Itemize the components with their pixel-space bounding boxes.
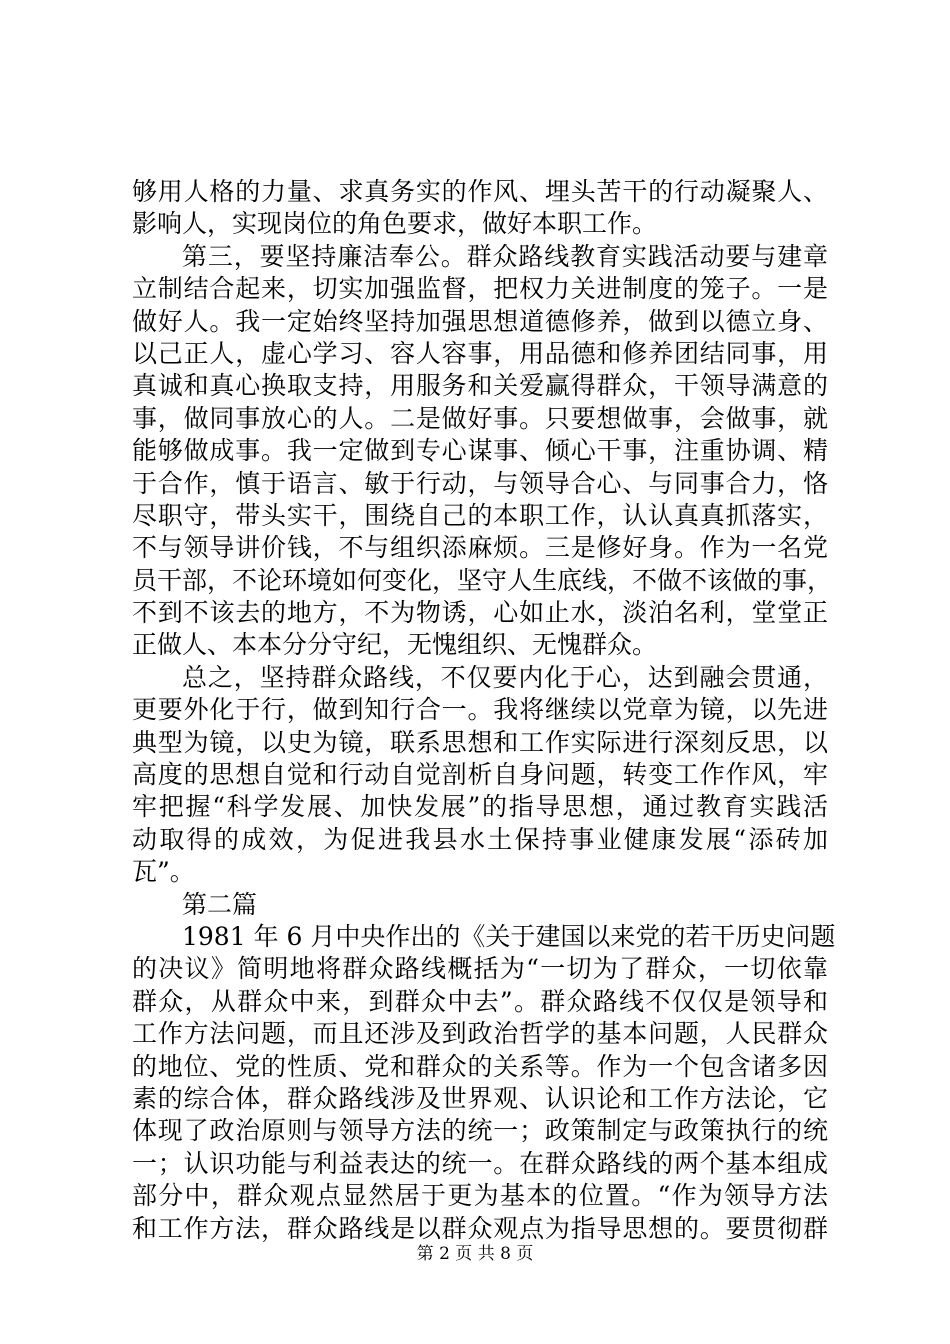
section-heading: 第二篇 (182, 889, 258, 919)
text-line: 素的综合体，群众路线涉及世界观、认识论和工作方法论，它 (132, 1083, 828, 1113)
text-line: 尽职守，带头实干，围绕自己的本职工作，认认真真抓落实， (132, 500, 828, 530)
page-number-footer: 第 2 页 共 8 页 (416, 1244, 534, 1264)
text-line: 工作方法问题，而且还涉及到政治哲学的基本问题，人民群众 (132, 1019, 828, 1049)
text-line: 的地位、党的性质、党和群众的关系等。作为一个包含诸多因 (132, 1051, 828, 1081)
text-line: 真诚和真心换取支持，用服务和关爱赢得群众，干领导满意的 (132, 371, 828, 401)
text-line: 立制结合起来，切实加强监督，把权力关进制度的笼子。一是 (132, 274, 828, 304)
text-line: 牢把握“科学发展、加快发展”的指导思想，通过教育实践活 (132, 792, 828, 822)
text-line: 事，做同事放心的人。二是做好事。只要想做事，会做事，就 (132, 403, 828, 433)
text-line: 高度的思想自觉和行动自觉剖析自身问题，转变工作作风，牢 (132, 760, 828, 790)
document-body (132, 176, 836, 1245)
text-line: 做好人。我一定始终坚持加强思想道德修养，做到以德立身、 (132, 306, 828, 336)
text-line: 和工作方法，群众路线是以群众观点为指导思想的。要贯彻群 (132, 1213, 828, 1243)
text-line: 一；认识功能与利益表达的统一。在群众路线的两个基本组成 (132, 1148, 828, 1178)
text-line: 正做人、本本分分守纪，无愧组织、无愧群众。 (132, 630, 658, 660)
text-line: 第三，要坚持廉洁奉公。群众路线教育实践活动要与建章 (182, 241, 828, 271)
text-line: 不与领导讲价钱，不与组织添麻烦。三是修好身。作为一名党 (132, 533, 828, 563)
text-line: 体现了政治原则与领导方法的统一；政策制定与政策执行的统 (132, 1116, 828, 1146)
text-line: 更要外化于行，做到知行合一。我将继续以党章为镜，以先进 (132, 695, 828, 725)
text-line: 典型为镜，以史为镜，联系思想和工作实际进行深刻反思，以 (132, 727, 828, 757)
text-line: 1981 年 6 月中央作出的《关于建国以来党的若干历史问题 (182, 921, 836, 951)
text-line: 总之，坚持群众路线，不仅要内化于心，达到融会贯通， (182, 662, 828, 692)
text-line: 瓦”。 (132, 857, 195, 887)
text-line: 影响人，实现岗位的角色要求，做好本职工作。 (132, 209, 658, 239)
text-line: 群众，从群众中来，到群众中去”。群众路线不仅仅是领导和 (132, 986, 828, 1016)
text-line: 不到不该去的地方，不为物诱，心如止水，淡泊名利，堂堂正 (132, 598, 828, 628)
text-line: 动取得的成效，为促进我县水土保持事业健康发展“添砖加 (132, 824, 828, 854)
text-line: 部分中，群众观点显然居于更为基本的位置。“作为领导方法 (132, 1181, 828, 1211)
text-line: 以己正人，虚心学习、容人容事，用品德和修养团结同事，用 (132, 338, 828, 368)
text-line: 于合作，慎于语言、敏于行动，与领导合心、与同事合力，恪 (132, 468, 828, 498)
text-line: 的决议》简明地将群众路线概括为“一切为了群众，一切依靠 (132, 954, 828, 984)
text-line: 员干部，不论环境如何变化，坚守人生底线，不做不该做的事， (132, 565, 833, 595)
text-line: 够用人格的力量、求真务实的作风、埋头苦干的行动凝聚人、 (132, 177, 828, 206)
text-line: 能够做成事。我一定做到专心谋事、倾心干事，注重协调、精 (132, 436, 828, 466)
